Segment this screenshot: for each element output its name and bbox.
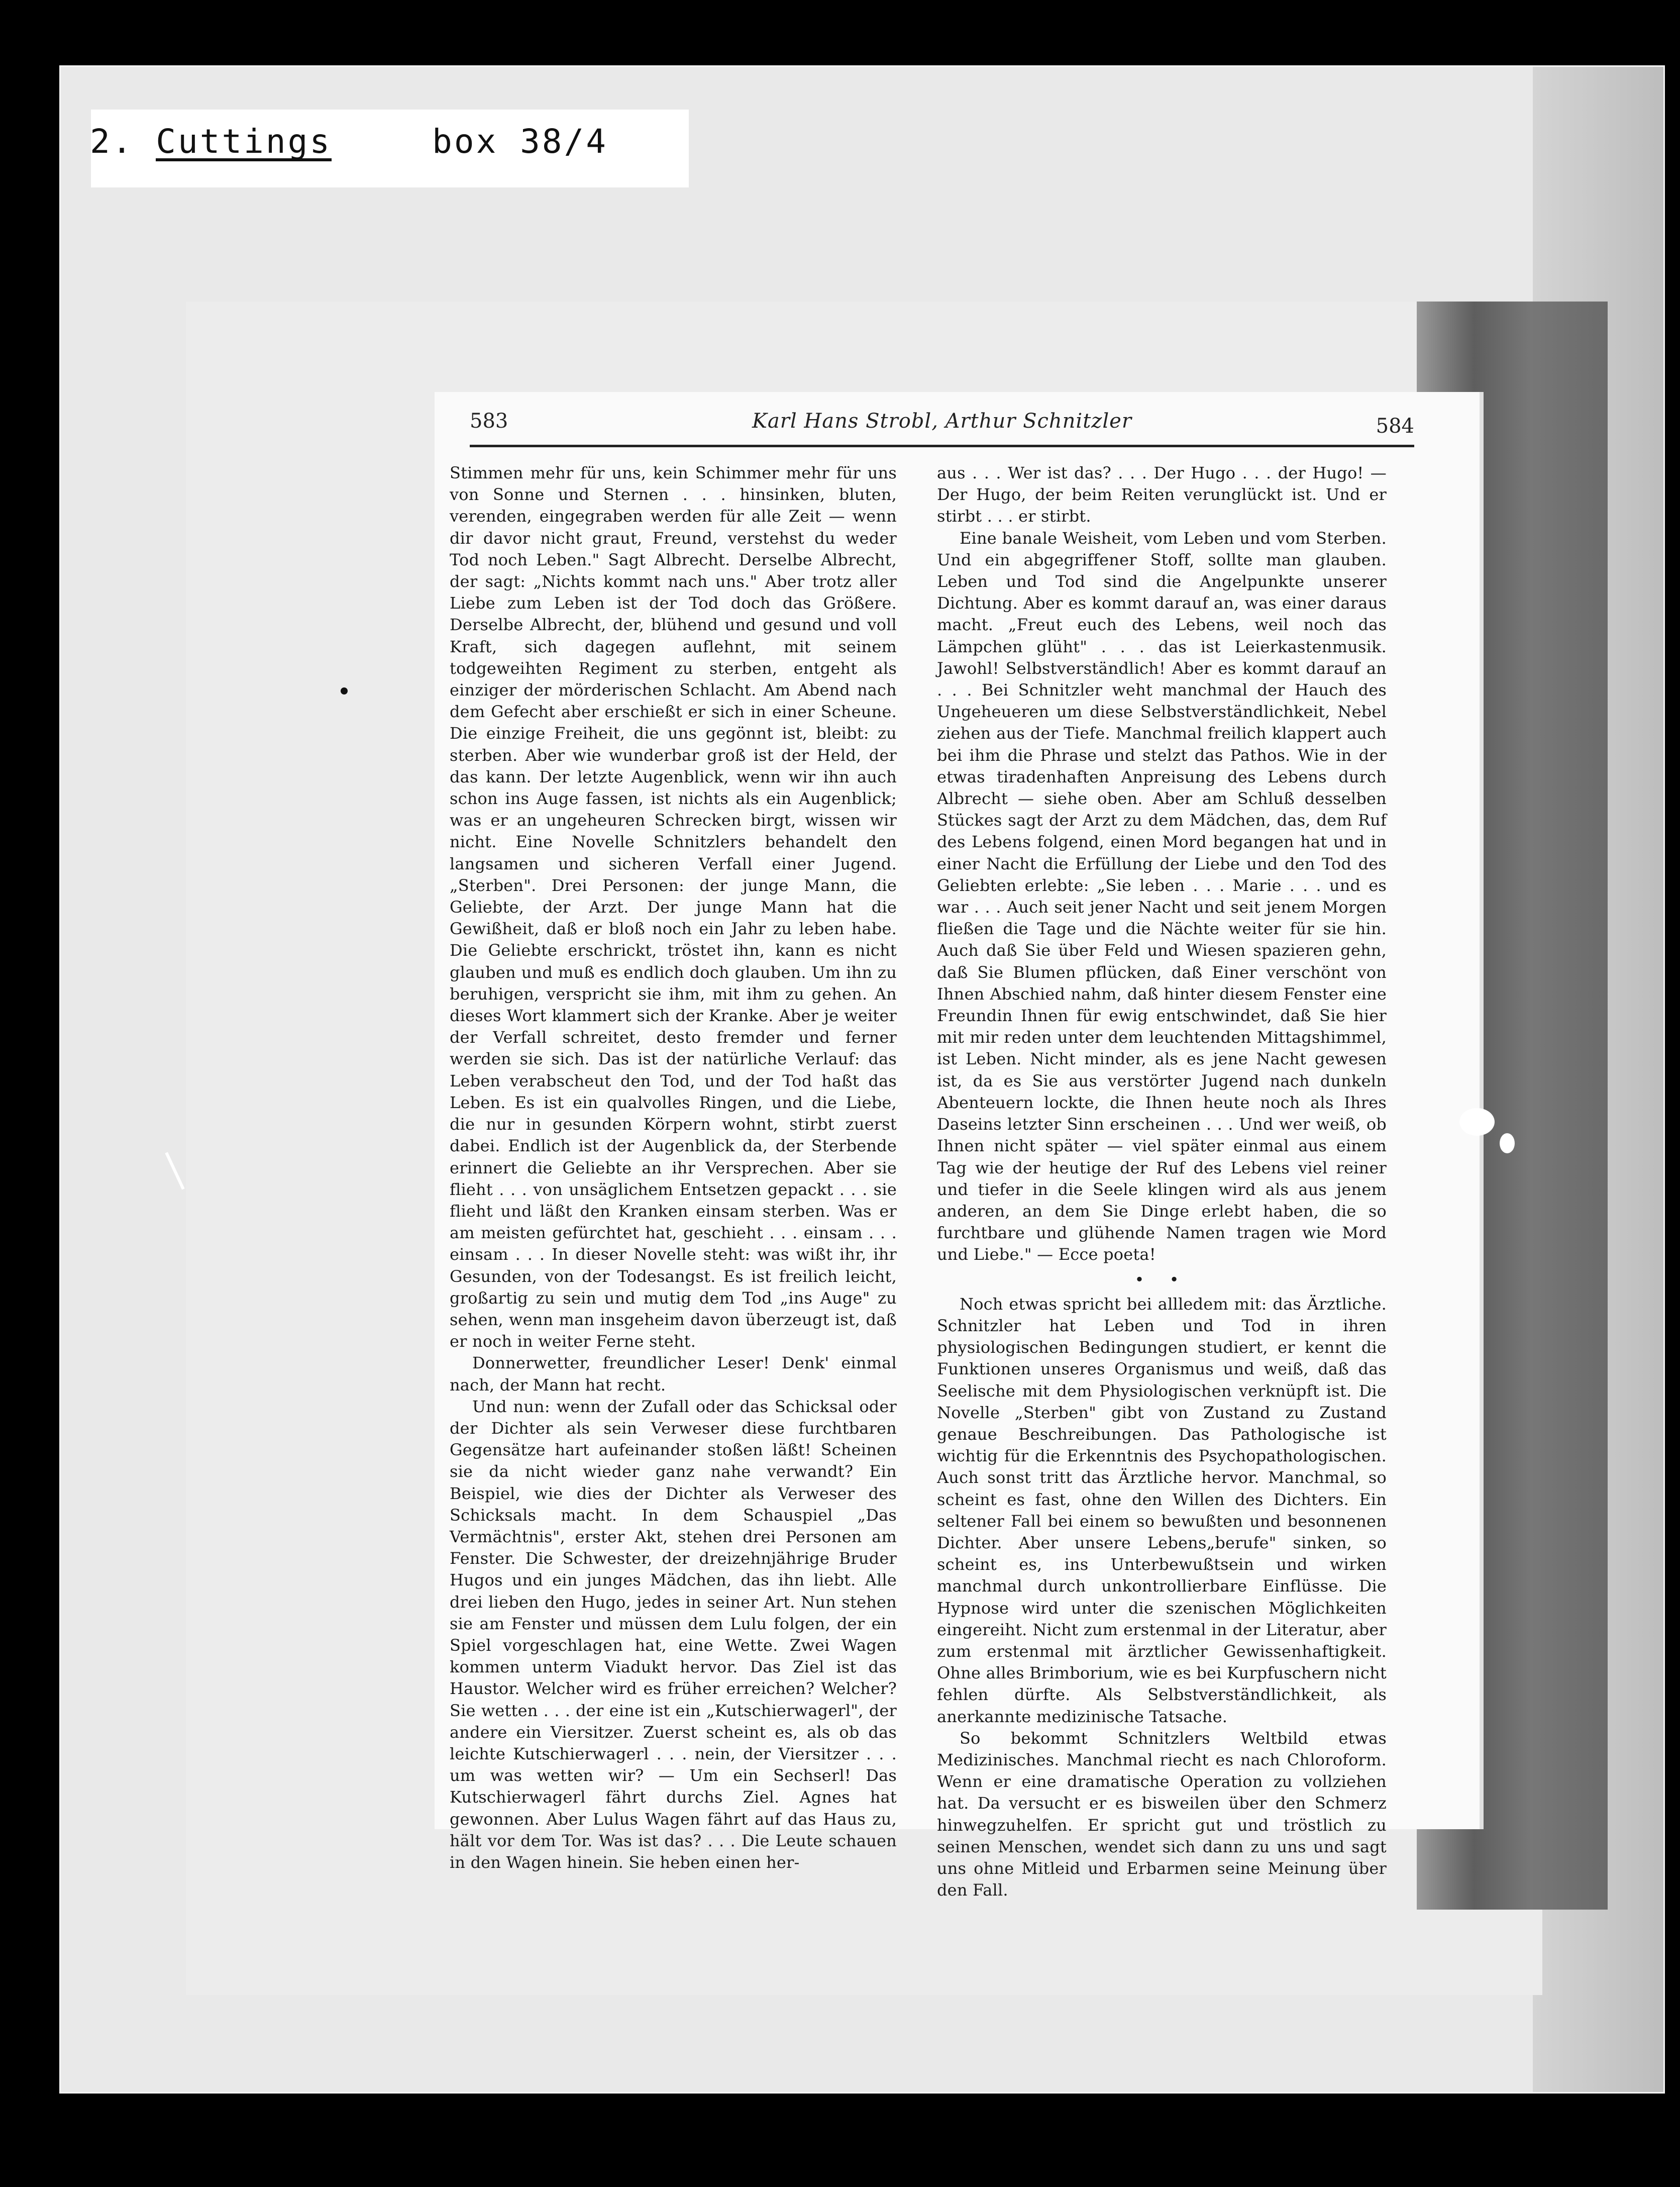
label-box: box 38/4 — [432, 122, 608, 161]
paragraph: aus . . . Wer ist das? . . . Der Hugo . . . der Hugo! — Der Hugo, der beim Reiten verunglückt ist. Und er stirbt . . . er stirbt. — [937, 463, 1387, 526]
section-divider: • • — [1134, 1269, 1189, 1289]
text-column-right — [937, 462, 1387, 1901]
paragraph: Und nun: wenn der Zufall oder das Schicksal oder der Dichter als sein Verweser diese furchtbaren Gegensätze hart aufeinander stoßen läßt! Scheinen sie da nicht wieder ganz nahe verwandt? Ein Beispiel, wie dies der Dichter als Verweser des Schicksals macht. In dem Schauspiel „Das Vermächtnis", erster Akt, stehen drei Personen am Fenster. Die Schwester, der dreizehnjährige Bruder Hugos und ein junges Mädchen, das ihn liebt. Alle drei lieben den Hugo, jedes in seiner Art. Nun stehen sie am Fenster und müssen dem Lulu folgen, der ein Spiel vorgeschlagen hat, eine Wette. Zwei Wagen kommen unterm Viadukt hervor. Das Ziel ist das Haustor. Welcher wird es früher erreichen? Welcher? Sie wetten . . . der eine ist ein „Kutschierwagerl", der andere ein Viersitzer. Zuerst scheint es, als ob das leichte Kutschierwagerl . . . nein, der Viersitzer . . . um was wetten wir? — Um ein Sechserl! Das Kutschierwagerl fährt durchs Ziel. Agnes hat gewonnen. Aber Lulus Wagen fährt auf das Haus zu, hält vor dem Tor. Was ist das? . . . Die Leute schauen in den Wagen hinein. Sie heben einen her- — [450, 1397, 897, 1872]
film-speck — [1500, 1133, 1515, 1153]
film-speck — [341, 687, 348, 694]
page-number-right: 584 — [1376, 415, 1414, 438]
newspaper-clipping — [435, 392, 1480, 1900]
label-number: 2. — [90, 122, 134, 161]
page-number-left: 583 — [470, 410, 508, 433]
paragraph: Eine banale Weisheit, vom Leben und vom Sterben. Und ein abgegriffener Stoff, sollte man glauben. Leben und Tod sind die Angelpunkte unserer Dichtung. Aber es kommt darauf an, was einer daraus macht. „Freut euch des Lebens, weil noch das Lämpchen glüht" . . . das ist Leierkastenmusik. Jawohl! Selbstverständlich! Aber es kommt darauf an . . . Bei Schnitzler weht manchmal der Hauch des Ungeheueren um diese Selbstverständlichkeit, Nebel ziehen aus der Tiefe. Manchmal freilich klappert auch bei ihm die Phrase und stelzt das Pathos. Wie in der etwas tiradenhaften Anpreisung des Lebens durch Albrecht — siehe oben. Aber am Schluß desselben Stückes sagt der Arzt zu dem Mädchen, das, dem Ruf des Lebens folgend, einen Mord begangen hat und in einer Nacht die Erfüllung der Liebe und den Tod des Geliebten erlebte: „Sie leben . . . Marie . . . und es war . . . Auch seit jener Nacht und seit jenem Morgen fließen die Tage und die Nächte weiter für sie hin. Auch daß Sie über Feld und Wiesen spazieren gehn, daß Sie Blumen pflücken, daß Einer verschönt von Ihnen Abschied nahm, daß hinter diesem Fenster eine Freundin Ihnen für ewig entschwindet, daß Sie hier mit mir reden unter dem leuchtenden Mittagshimmel, ist Leben. Nicht minder, als es jene Nacht gewesen ist, da es Sie aus verstörter Jugend nach dunkeln Abenteuern lockte, die Ihnen heute noch als Ihres Daseins letzter Sinn erscheinen . . . Und wer weiß, ob Ihnen nicht später — viel später einmal aus einem Tag wie der heutige der Ruf des Lebens viel reiner und tiefer in die Seele klingen wird als aus jenem anderen, an dem Sie Dinge erlebt haben, die so furchtbare und glühende Namen tragen wie Mord und Liebe." — Ecce poeta! — [937, 528, 1387, 1264]
label-category: Cuttings — [156, 122, 332, 161]
paragraph: Stimmen mehr für uns, kein Schimmer mehr für uns von Sonne und Sternen . . . hinsinken, bluten, verenden, eingegraben werden für alle Zeit — wenn dir davor nicht graut, Freund, verstehst du weder Tod noch Leben." Sagt Albrecht. Derselbe Albrecht, der sagt: „Nichts kommt nach uns." Aber trotz aller Liebe zum Leben ist der Tod doch das Größere. Derselbe Albrecht, der, blühend und gesund und voll Kraft, sich dagegen auflehnt, mit seinem todgeweihten Regiment zu sterben, entgeht als einziger der mörderischen Schlacht. Am Abend nach dem Gefecht aber erschießt er sich in einer Scheune. Die einzige Freiheit, die uns gegönnt ist, bleibt: zu sterben. Aber wie wunderbar groß ist der Held, der das kann. Der letzte Augenblick, wenn wir ihn auch schon ins Auge fassen, ist nichts als ein Augenblick; was er an ungeheuren Schrecken birgt, wissen wir nicht. Eine Novelle Schnitzlers behandelt den langsamen und sicheren Verfall einer Jugend. „Sterben". Drei Personen: der junge Mann, die Geliebte, der Arzt. Der junge Mann hat die Gewißheit, daß er bloß noch ein Jahr zu leben habe. Die Geliebte erschrickt, tröstet ihn, kann es nicht glauben und muß es endlich doch glauben. Um ihn zu beruhigen, verspricht sie ihm, mit ihm zu gehen. An dieses Wort klammert sich der Kranke. Aber je weiter der Verfall schreitet, desto fremder und ferner werden sie sich. Das ist der natürliche Verlauf: das Leben verabscheut den Tod, und der Tod haßt das Leben. Es ist ein qualvolles Ringen, und die Liebe, die nur in gesunden Körpern wohnt, stirbt zuerst dabei. Endlich ist der Augenblick da, der Sterbende erinnert die Geliebte an ihr Versprechen. Aber sie flieht . . . von unsäglichem Entsetzen gepackt . . . sie flieht und läßt den Kranken einsam sterben. Was er am meisten gefürchtet hat, geschieht . . . einsam . . . einsam . . . In dieser Novelle steht: was wißt ihr, ihr Gesunden, von der Todesangst. Es ist freilich leicht, großartig zu sein und mutig dem Tod „ins Auge" zu sehen, wenn man insgeheim davon überzeugt ist, daß er noch in weiter Ferne steht. — [450, 463, 897, 1351]
film-speck — [1459, 1108, 1495, 1136]
archive-label-text — [90, 122, 608, 161]
running-title: Karl Hans Strobl, Arthur Schnitzler — [752, 410, 1132, 433]
paragraph: Donnerwetter, freundlicher Leser! Denk' einmal nach, der Mann hat recht. — [450, 1353, 897, 1395]
text-column-left — [450, 462, 897, 1873]
paragraph: Noch etwas spricht bei allledem mit: das Ärztliche. Schnitzler hat Leben und Tod in ihren physiologischen Bedingungen studiert, er kennt die Funktionen unseres Organismus und weiß, daß das Seelische mit dem Physiologischen verknüpft ist. Die Novelle „Sterben" gibt von Zustand zu Zustand genaue Beschreibungen. Das Pathologische ist wichtig für die Erkenntnis des Psychopathologischen. Auch sonst tritt das Ärztliche hervor. Manchmal, so scheint es fast, ohne den Willen des Dichters. Ein seltener Fall bei einem so bewußten und besonnenen Dichter. Aber unsere Lebens„berufe" sinken, so scheint es, ins Unterbewußtsein und wirken manchmal durch unkontrollierbare Einflüsse. Die Hypnose wird unter die szenischen Möglichkeiten eingereiht. Nicht zum erstenmal in der Literatur, aber zum erstenmal mit ärztlicher Gewissenhaftigkeit. Ohne alles Brimborium, wie es bei Kurpfuschern nicht fehlen dürfte. Als Selbstverständlichkeit, als anerkannte medizinische Tatsache. — [937, 1294, 1387, 1726]
running-header — [470, 400, 1414, 447]
paragraph: So bekommt Schnitzlers Weltbild etwas Medizinisches. Manchmal riecht es nach Chloroform. Wenn er eine dramatische Operation zu vollziehen hat. Da versucht er es bisweilen über den Schmerz hinwegzuhelfen. Er spricht gut und tröstlich zu seinen Menschen, wendet sich dann zu uns und sagt uns ohne Mitleid und Erbarmen seine Meinung über den Fall. — [937, 1728, 1387, 1900]
